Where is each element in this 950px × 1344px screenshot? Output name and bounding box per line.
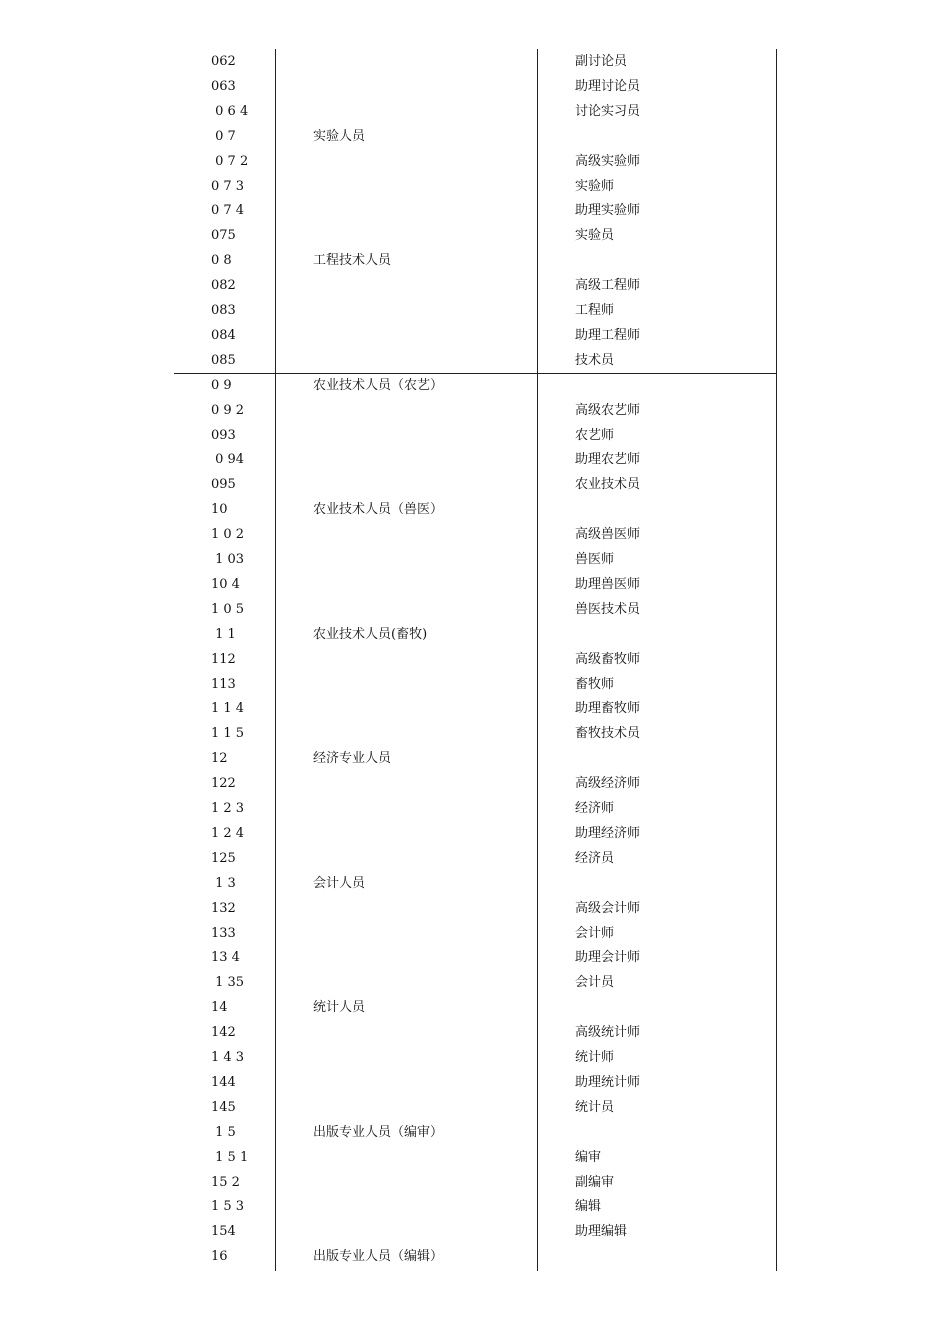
row-code: 132 xyxy=(211,900,236,916)
table-row xyxy=(0,721,950,746)
row-code: 0 9 xyxy=(211,377,232,393)
table-row xyxy=(0,1020,950,1045)
row-title: 助理兽医师 xyxy=(575,576,641,592)
row-title: 副讨论员 xyxy=(575,54,628,69)
row-title: 助理统计师 xyxy=(575,1074,641,1090)
table-row xyxy=(0,198,950,223)
row-title: 助理编辑 xyxy=(575,1224,628,1240)
row-title: 统计员 xyxy=(575,1099,615,1115)
table-row xyxy=(0,373,950,398)
row-code: 0 7 4 xyxy=(211,203,245,219)
row-code: 133 xyxy=(211,925,236,941)
row-category: 农业技术人员（兽医） xyxy=(313,502,444,518)
row-category: 工程技术人员 xyxy=(313,253,392,269)
row-code: 1 1 xyxy=(211,626,236,642)
table-row xyxy=(0,1095,950,1120)
table-row xyxy=(0,746,950,771)
table-row xyxy=(0,323,950,348)
row-code: 063 xyxy=(211,78,236,94)
row-code: 1 3 xyxy=(211,875,236,891)
row-code: 1 03 xyxy=(211,552,245,567)
table-row xyxy=(0,74,950,99)
row-title: 兽医师 xyxy=(575,552,615,567)
row-title: 实验师 xyxy=(575,178,615,194)
table-row xyxy=(0,423,950,448)
row-title: 实验员 xyxy=(575,228,615,244)
row-title: 副编审 xyxy=(575,1174,615,1190)
row-code: 062 xyxy=(211,54,236,69)
table-row xyxy=(0,970,950,995)
table-row xyxy=(0,647,950,672)
table-row xyxy=(0,572,950,597)
table-row xyxy=(0,1070,950,1095)
row-title: 兽医技术员 xyxy=(575,601,641,617)
row-title: 高级会计师 xyxy=(575,900,641,916)
row-category: 农业技术人员（农艺） xyxy=(313,377,444,393)
table-row xyxy=(0,223,950,248)
table-row xyxy=(0,398,950,423)
row-code: 1 35 xyxy=(211,975,245,991)
row-code: 125 xyxy=(211,850,236,866)
table-row xyxy=(0,846,950,871)
row-code: 1 2 4 xyxy=(211,825,245,841)
table-row xyxy=(0,945,950,970)
table-row xyxy=(0,771,950,796)
table-row xyxy=(0,298,950,323)
row-code: 142 xyxy=(211,1025,236,1041)
table-row xyxy=(0,99,950,124)
row-title: 高级兽医师 xyxy=(575,527,641,543)
row-code: 0 7 2 xyxy=(211,153,249,169)
row-code: 093 xyxy=(211,427,236,443)
row-code: 075 xyxy=(211,228,236,244)
table-row xyxy=(0,273,950,298)
row-code: 1 5 3 xyxy=(211,1199,245,1215)
row-title: 农艺师 xyxy=(575,427,615,443)
row-title: 助理畜牧师 xyxy=(575,701,641,717)
row-code: 083 xyxy=(211,303,236,318)
row-category: 会计人员 xyxy=(313,875,366,891)
row-category: 农业技术人员(畜牧) xyxy=(313,626,428,642)
table-row xyxy=(0,1170,950,1195)
row-title: 统计师 xyxy=(575,1050,615,1065)
table-row xyxy=(0,1145,950,1170)
row-title: 高级农艺师 xyxy=(575,402,641,418)
row-title: 技术员 xyxy=(575,352,615,368)
row-code: 1 5 1 xyxy=(211,1149,249,1165)
row-title: 农业技术员 xyxy=(575,477,641,493)
table-row xyxy=(0,622,950,647)
row-code: 154 xyxy=(211,1224,236,1240)
row-code: 0 7 xyxy=(211,128,236,144)
row-title: 助理工程师 xyxy=(575,327,641,343)
table-row xyxy=(0,124,950,149)
row-title: 高级统计师 xyxy=(575,1025,641,1041)
table-row xyxy=(0,1194,950,1219)
table-row xyxy=(0,1219,950,1244)
row-code: 12 xyxy=(211,751,228,767)
row-code: 1 1 5 xyxy=(211,726,245,742)
row-title: 经济师 xyxy=(575,801,615,816)
table-row xyxy=(0,696,950,721)
row-code: 1 5 xyxy=(211,1124,236,1140)
table-row xyxy=(0,995,950,1020)
row-code: 144 xyxy=(211,1074,236,1090)
row-title: 高级经济师 xyxy=(575,776,641,792)
row-code: 1 4 3 xyxy=(211,1050,245,1065)
row-code: 13 4 xyxy=(211,950,240,966)
row-category: 出版专业人员（编辑） xyxy=(313,1249,444,1265)
table-row xyxy=(0,149,950,174)
row-code: 145 xyxy=(211,1099,236,1115)
table-row xyxy=(0,1244,950,1269)
row-title: 畜牧师 xyxy=(575,676,615,692)
row-category: 统计人员 xyxy=(313,1000,366,1016)
row-code: 16 xyxy=(211,1249,228,1265)
row-code: 1 0 5 xyxy=(211,601,245,617)
table-row xyxy=(0,248,950,273)
row-title: 编审 xyxy=(575,1149,602,1165)
row-title: 助理农艺师 xyxy=(575,452,641,468)
row-code: 112 xyxy=(211,651,236,667)
row-code: 0 94 xyxy=(211,452,245,468)
row-code: 082 xyxy=(211,278,236,294)
table-row xyxy=(0,821,950,846)
row-title: 助理经济师 xyxy=(575,825,641,841)
table-row xyxy=(0,672,950,697)
row-category: 实验人员 xyxy=(313,128,366,144)
row-title: 编辑 xyxy=(575,1199,602,1215)
table-row xyxy=(0,497,950,522)
row-title: 畜牧技术员 xyxy=(575,726,641,742)
table-row xyxy=(0,447,950,472)
table-row xyxy=(0,921,950,946)
row-title: 经济员 xyxy=(575,850,615,866)
row-title: 高级工程师 xyxy=(575,278,641,294)
row-code: 122 xyxy=(211,776,236,792)
row-title: 高级畜牧师 xyxy=(575,651,641,667)
row-title: 助理实验师 xyxy=(575,203,641,219)
row-code: 15 2 xyxy=(211,1174,240,1190)
row-code: 095 xyxy=(211,477,236,493)
row-code: 0 7 3 xyxy=(211,178,245,194)
row-title: 助理讨论员 xyxy=(575,78,641,94)
row-title: 讨论实习员 xyxy=(575,103,641,119)
table-row xyxy=(0,1120,950,1145)
row-code: 1 0 2 xyxy=(211,527,245,543)
table-row xyxy=(0,1045,950,1070)
row-title: 工程师 xyxy=(575,303,615,318)
row-code: 10 4 xyxy=(211,576,240,592)
table-row xyxy=(0,49,950,74)
table-row xyxy=(0,174,950,199)
table-row xyxy=(0,547,950,572)
table-row xyxy=(0,522,950,547)
table-row xyxy=(0,871,950,896)
row-code: 085 xyxy=(211,352,236,368)
table-row xyxy=(0,348,950,373)
row-code: 0 9 2 xyxy=(211,402,245,418)
row-code: 1 2 3 xyxy=(211,801,245,816)
table-row xyxy=(0,796,950,821)
row-code: 084 xyxy=(211,327,236,343)
row-code: 1 1 4 xyxy=(211,701,245,717)
row-title: 助理会计师 xyxy=(575,950,641,966)
row-code: 10 xyxy=(211,502,228,518)
row-title: 会计师 xyxy=(575,925,615,941)
table-row xyxy=(0,472,950,497)
row-code: 14 xyxy=(211,1000,228,1016)
row-category: 经济专业人员 xyxy=(313,751,392,767)
row-title: 高级实验师 xyxy=(575,153,641,169)
row-category: 出版专业人员（编审） xyxy=(313,1124,444,1140)
row-title: 会计员 xyxy=(575,975,615,991)
row-code: 113 xyxy=(211,676,236,692)
table-row xyxy=(0,597,950,622)
table-row xyxy=(0,896,950,921)
row-code: 0 8 xyxy=(211,253,232,269)
row-code: 0 6 4 xyxy=(211,103,249,119)
